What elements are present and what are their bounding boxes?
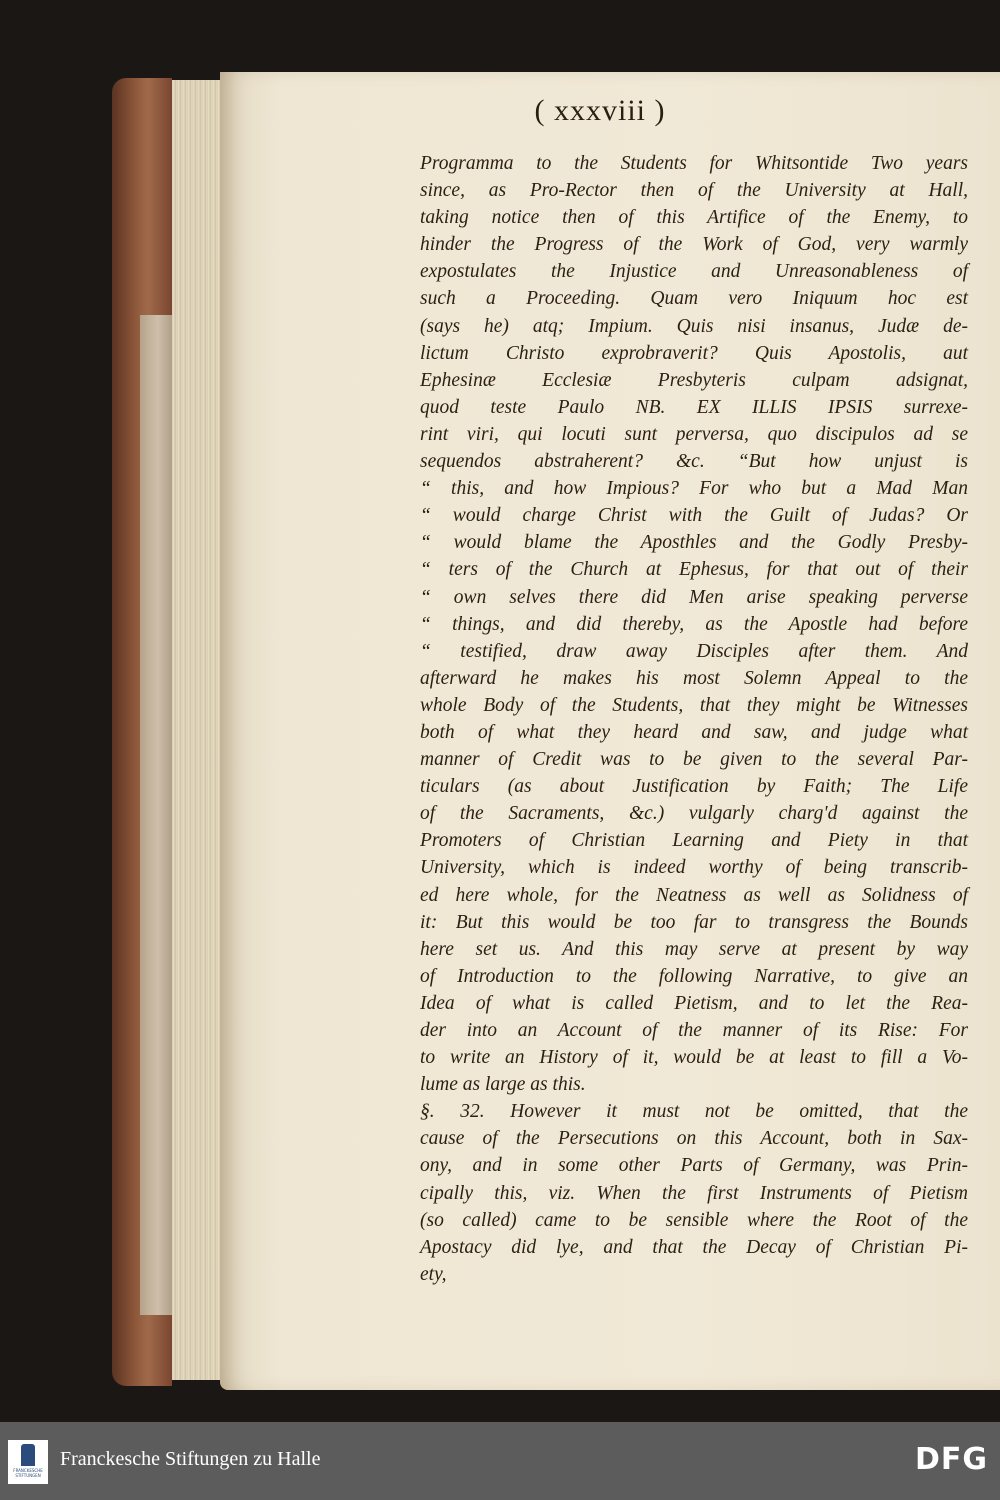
text-line: ticulars (as about Justification by Faith; The Life — [420, 776, 968, 798]
spine-label-strip — [140, 315, 176, 1315]
text-line: (so called) came to be sensible where the Root of the — [420, 1209, 968, 1231]
text-line: Programma to the Students for Whitsontide Two years — [420, 153, 968, 174]
text-line: Ephesinæ Ecclesiæ Presbyteris culpam adsignat, — [420, 369, 968, 391]
text-line: “ would blame the Aposthles and the Godly Presby- — [420, 532, 968, 554]
text-line: ety, — [420, 1263, 447, 1285]
text-line: Promoters of Christian Learning and Piety in that — [420, 830, 968, 852]
text-line: (says he) atq; Impium. Quis nisi insanus, Judæ de- — [420, 315, 968, 337]
text-line: lume as large as this. — [420, 1074, 586, 1096]
dfg-logo[interactable]: DFG — [914, 1442, 988, 1477]
text-line: “ would charge Christ with the Guilt of Judas? Or — [420, 505, 968, 527]
footer-title[interactable]: Franckesche Stiftungen zu Halle — [60, 1448, 321, 1470]
text-line: “ this, and how Impious? For who but a Mad Man — [420, 478, 968, 500]
text-line: such a Proceeding. Quam vero Iniquum hoc est — [420, 288, 968, 310]
text-line: cipally this, viz. When the first Instruments of Pietism — [420, 1182, 968, 1204]
text-line: manner of Credit was to be given to the several Par- — [420, 749, 968, 771]
text-line: ed here whole, for the Neatness as well as Solidness of — [420, 884, 968, 906]
text-line: quod teste Paulo NB. EX ILLIS IPSIS surrexe- — [420, 396, 968, 418]
text-line: cause of the Persecutions on this Account, both in Sax- — [420, 1128, 968, 1150]
text-line: sequendos abstraherent? &c. “But how unjust is — [420, 451, 968, 473]
text-line: “ things, and did thereby, as the Apostle had before — [420, 613, 968, 635]
text-line: University, which is indeed worthy of being transcrib- — [420, 857, 968, 879]
book-page — [220, 72, 1000, 1390]
text-line: “ ters of the Church at Ephesus, for that out of their — [420, 559, 968, 581]
text-line: afterward he makes his most Solemn Appeal to the — [420, 667, 968, 689]
text-line: since, as Pro-Rector then of the University at Hall, — [420, 180, 968, 202]
text-line: §. 32. However it must not be omitted, that the — [420, 1101, 968, 1123]
text-line: here set us. And this may serve at present by way — [420, 938, 968, 960]
text-line: of Introduction to the following Narrative, to give an — [420, 965, 968, 987]
text-line: taking notice then of this Artifice of the Enemy, to — [420, 207, 968, 229]
page-text — [420, 150, 968, 1288]
text-line: Apostacy did lye, and that the Decay of Christian Pi- — [420, 1236, 968, 1258]
footer-bar — [0, 1422, 1000, 1500]
logo-text: FRANCKESCHE STIFTUNGEN — [13, 1468, 43, 1478]
text-line: whole Body of the Students, that they might be Witnesses — [420, 694, 968, 716]
text-line: der into an Account of the manner of its Rise: For — [420, 1020, 968, 1041]
text-line: of the Sacraments, &c.) vulgarly charg'd against the — [420, 803, 968, 825]
text-line: Idea of what is called Pietism, and to let the Rea- — [420, 992, 968, 1014]
text-line: both of what they heard and saw, and judge what — [420, 721, 968, 743]
text-line: expostulates the Injustice and Unreasonableness of — [420, 261, 968, 283]
page-number: ( xxxviii ) — [534, 94, 666, 127]
text-line: it: But this would be too far to transgress the Bounds — [420, 911, 968, 933]
text-line: rint viri, qui locuti sunt perversa, quo discipulos ad se — [420, 423, 968, 445]
text-line: hinder the Progress of the Work of God, very warmly — [420, 234, 968, 256]
text-line: to write an History of it, would be at least to fill a Vo- — [420, 1047, 968, 1069]
text-line: ony, and in some other Parts of Germany, was Prin- — [420, 1155, 968, 1177]
foundation-logo-icon[interactable] — [8, 1440, 48, 1484]
text-line: “ testified, draw away Disciples after them. And — [420, 640, 968, 662]
text-line: “ own selves there did Men arise speaking perverse — [420, 586, 968, 608]
text-line: lictum Christo exprobraverit? Quis Apostolis, aut — [420, 342, 968, 364]
logo-mark — [21, 1444, 35, 1466]
